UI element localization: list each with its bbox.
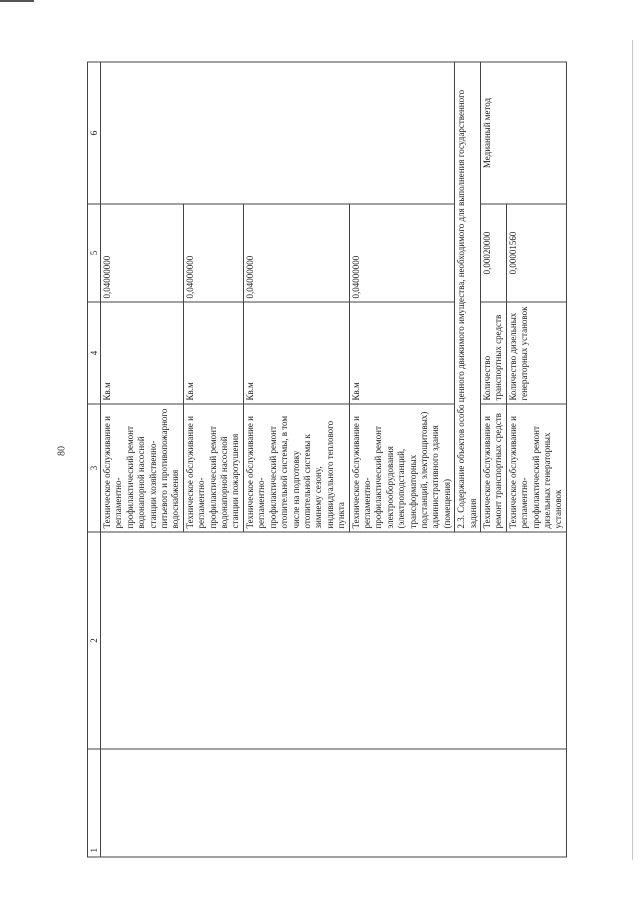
col-header-4: 4	[88, 302, 101, 404]
work-description: Техническое обслуживание и регламентно-профилактический ремонт водонапорной насосной станции хозяйственно-питьевого и противопожарного водоснабжения	[101, 404, 184, 532]
unit-cell: Количество дизельных генераторных установок	[506, 302, 566, 404]
section-heading: 2.3. Содержание объектов особо ценного движимого имущества, необходимого для выполнения государственного задания	[455, 62, 481, 532]
work-description: Техническое обслуживание и регламентно-профилактический ремонт дизельных генераторных установок	[506, 404, 566, 532]
value-cell: 0,04000000	[349, 204, 455, 302]
table-container	[87, 62, 564, 857]
page-number: 80	[56, 446, 68, 456]
table-row	[101, 62, 184, 857]
normatives-table	[87, 61, 567, 857]
unit-cell: Количество транспортных средств	[481, 302, 507, 404]
unit-cell: Кв.м	[183, 302, 243, 404]
col-header-3: 3	[88, 404, 101, 532]
value-cell: 0,00001560	[506, 204, 566, 302]
unit-cell: Кв.м	[101, 302, 184, 404]
value-cell: 0,04000000	[183, 204, 243, 302]
value-cell: 0,04000000	[101, 204, 184, 302]
scan-artifact-line	[632, 40, 633, 860]
cell-col1-merged	[101, 749, 567, 857]
scan-corner-mark	[0, 0, 34, 2]
work-description: Техническое обслуживание и ремонт транспортных средств	[481, 404, 507, 532]
col-header-1: 1	[88, 749, 101, 857]
unit-cell: Кв.м	[349, 302, 455, 404]
value-cell: 0,00020000	[481, 204, 507, 302]
cell-col2-merged	[101, 532, 567, 749]
col-header-5: 5	[88, 204, 101, 302]
work-description: Техническое обслуживание и регламентно-профилактический ремонт отопительной системы, в том числе на подготовку отопительной системы к зимнему сезону, индивидуального теплового пункта	[243, 404, 349, 532]
method-cell: Медианный метод	[481, 62, 567, 204]
header-row	[88, 62, 101, 857]
work-description: Техническое обслуживание и регламентно-профилактический ремонт водонапорной насосной станции пожаротушения	[183, 404, 243, 532]
work-description: Техническое обслуживание и регламентно-профилактический ремонт электрооборудования (электроподстанций, трансформаторных подстанций, электрощитовых) административного здания (помещения)	[349, 404, 455, 532]
unit-cell: Кв.м	[243, 302, 349, 404]
rotated-table-area	[87, 62, 564, 857]
method-cell	[101, 62, 455, 204]
col-header-2: 2	[88, 532, 101, 749]
col-header-6: 6	[88, 62, 101, 204]
value-cell: 0,04000000	[243, 204, 349, 302]
